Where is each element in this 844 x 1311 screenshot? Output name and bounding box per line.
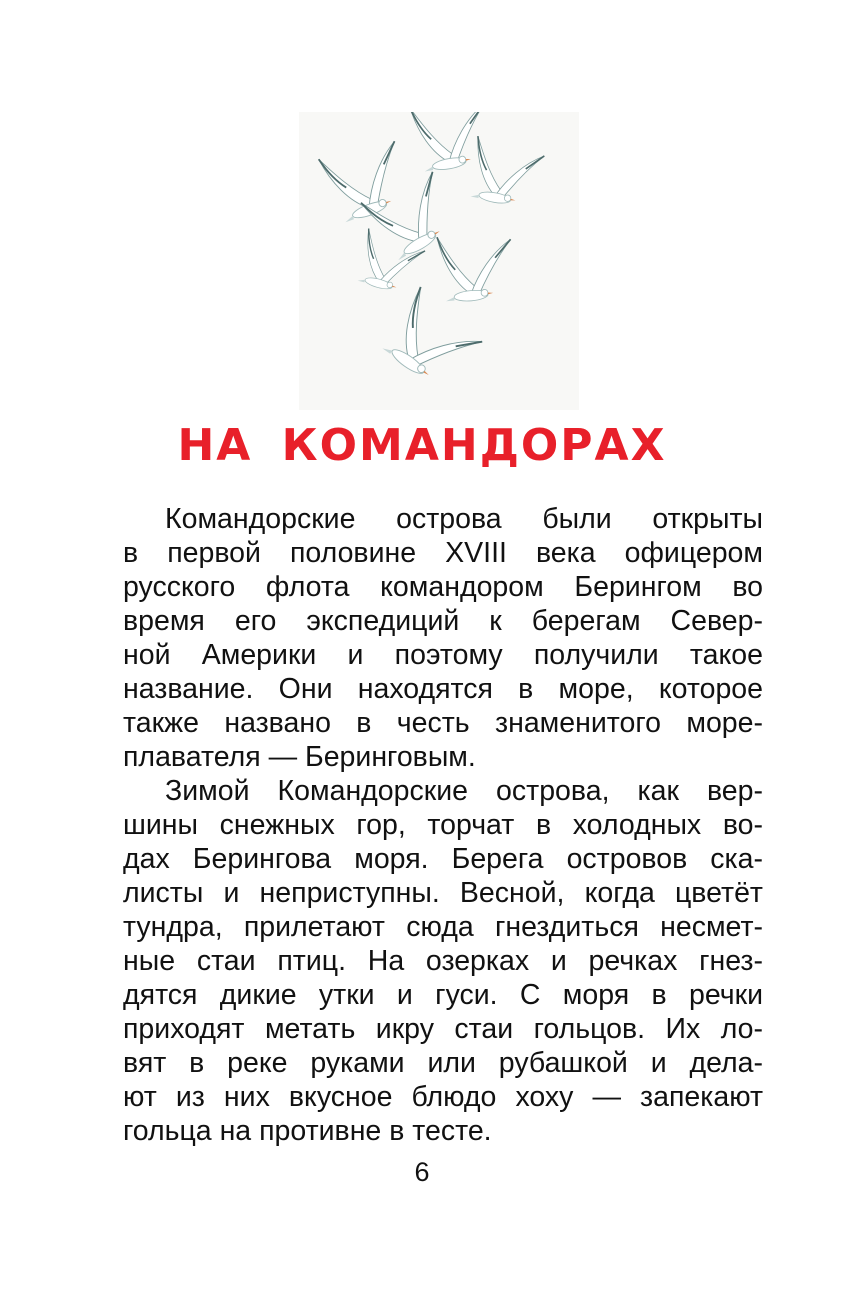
text-line: Командорские острова были открыты: [165, 503, 763, 535]
text-line: также названо в честь знаменитого море-: [123, 707, 763, 739]
paragraph-1: [123, 502, 763, 774]
text-line: шины снежных гор, торчат в холодных во-: [123, 809, 763, 841]
page-number: 6: [414, 1157, 430, 1187]
text-line: русского флота командором Берингом во: [123, 571, 763, 603]
text-line: гольца на противне в тесте.: [123, 1115, 492, 1147]
text-line: листы и неприступны. Весной, когда цветёт: [123, 877, 763, 909]
text-line: ют из них вкусное блюдо хоху — запекают: [123, 1081, 763, 1113]
chapter-title: НА КОМАНДОРАХ: [177, 420, 667, 471]
text-line: приходят метать икру стаи гольцов. Их ло-: [123, 1013, 763, 1045]
text-line: время его экспедиций к берегам Север-: [123, 605, 763, 637]
text-line: дятся дикие утки и гуси. С моря в речки: [123, 979, 763, 1011]
text-line: дах Берингова моря. Берега островов ска-: [123, 843, 763, 875]
text-line: вят в реке руками или рубашкой и дела-: [123, 1047, 763, 1079]
text-line: ной Америки и поэтому получили такое: [123, 639, 763, 671]
paragraph-2: [123, 774, 763, 1148]
text-line: название. Они находятся в море, которое: [123, 673, 763, 705]
text-line: в первой половине XVIII века офицером: [123, 537, 763, 569]
text-line: плавателя — Беринговым.: [123, 741, 476, 773]
text-line: Зимой Командорские острова, как вер-: [165, 775, 763, 807]
seagulls-illustration: [299, 112, 579, 410]
text-line: ные стаи птиц. На озерках и речках гнез-: [123, 945, 763, 977]
text-line: тундра, прилетают сюда гнездиться несмет-: [123, 911, 763, 943]
body-text: [123, 502, 763, 1148]
seagulls-flock-illustration-icon: [299, 112, 579, 410]
